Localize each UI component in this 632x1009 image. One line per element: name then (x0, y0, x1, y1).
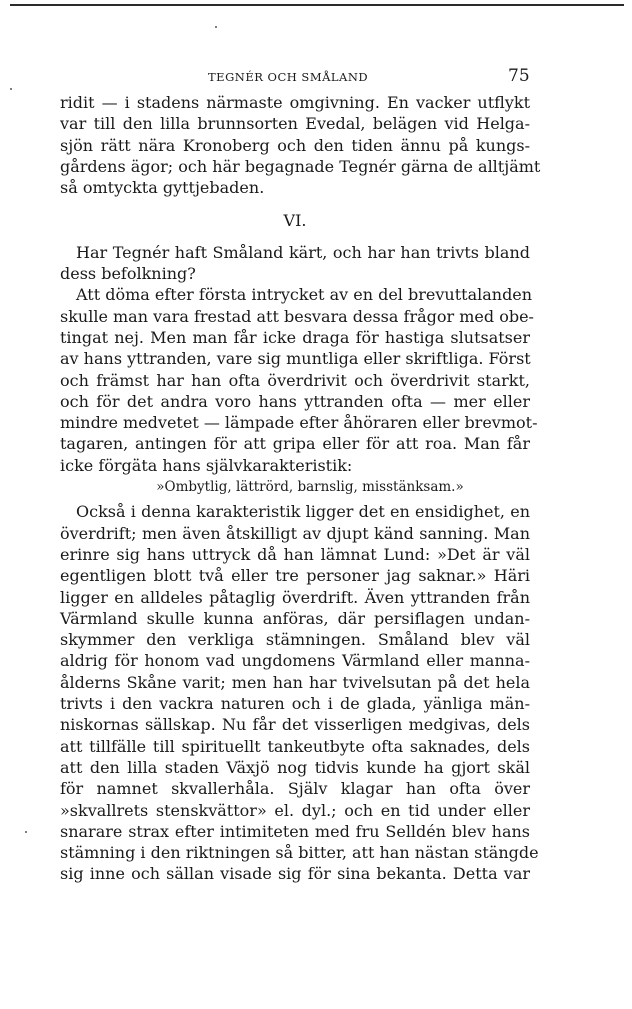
text-line: tingat nej. Men man får icke draga för hastiga slutsatser (60, 327, 530, 347)
text-line: för namnet skvallerhåla. Själv klagar han ofta över (60, 779, 530, 799)
text-line: Att döma efter första intrycket av en del brevuttalanden (76, 285, 533, 305)
text-line: att tillfälle till spirituellt tankeutbyte ofta saknades, dels (60, 736, 530, 756)
text-line: av hans yttranden, vare sig muntliga eller skriftliga. Först (60, 349, 531, 369)
block-quote: »Ombytlig, lättrörd, barnslig, misstänksam.» (156, 479, 464, 496)
text-line: sjön rätt nära Kronoberg och den tiden ännu på kungs- (60, 135, 530, 155)
text-line: stämning i den riktningen så bitter, att han nästan stängde (60, 843, 539, 863)
text-line: egentligen blott två eller tre personer jag saknar.» Häri (60, 566, 530, 586)
text-line: Värmland skulle kunna anföras, där persiflagen undan- (60, 608, 530, 628)
text-line: Har Tegnér haft Småland kärt, och har han trivts bland (76, 242, 530, 262)
text-line: skymmer den verkliga stämningen. Småland blev väl (60, 630, 530, 650)
text-line: mindre medvetet — lämpade efter åhöraren eller brevmot- (60, 413, 538, 433)
text-line: och främst har han ofta överdrivit och överdrivit starkt, (60, 370, 530, 390)
paragraph (60, 92, 541, 198)
paragraph (60, 501, 539, 884)
text-line: gårdens ägor; och här begagnade Tegnér gärna de alltjämt (60, 156, 541, 176)
text-line: tagaren, antingen för att gripa eller för att roa. Man får (60, 434, 530, 454)
text-line: Också i denna karakteristik ligger det en ensidighet, en (76, 502, 530, 522)
paragraph (60, 284, 538, 476)
text-line: snarare strax efter intimiteten med fru Selldén blev hans (60, 821, 530, 841)
text-line: var till den lilla brunnsorten Evedal, belägen vid Helga- (60, 114, 530, 134)
text-line: icke förgäta hans självkarakteristik: (60, 455, 353, 475)
body-text (60, 92, 541, 885)
text-line: överdrift; men även åtskilligt av djupt känd sanning. Man (60, 523, 530, 543)
text-line: ålderns Skåne varit; men han har tvivelsutan på det hela (60, 672, 530, 692)
page-number: 75 (508, 66, 530, 86)
text-line: ridit — i stadens närmaste omgivning. En vacker utflykt (60, 93, 530, 112)
text-line: ligger en alldeles påtaglig överdrift. Även yttranden från (60, 587, 530, 607)
top-edge-rule (10, 4, 624, 6)
section-heading: VI. (283, 211, 307, 231)
paragraph (60, 242, 530, 285)
text-line: erinre sig hans uttryck då han lämnat Lund: »Det är väl (60, 544, 530, 564)
running-title: TEGNÉR OCH SMÅLAND (208, 70, 369, 84)
scan-speck (215, 26, 217, 28)
text-line: niskornas sällskap. Nu får det visserligen medgivas, dels (60, 715, 530, 735)
page-header (0, 66, 632, 90)
text-line: sig inne och sällan visade sig för sina bekanta. Detta var (60, 864, 530, 884)
text-line: trivts i den vackra naturen och i de glada, yänliga män- (60, 694, 530, 714)
scan-speck (25, 831, 27, 833)
text-line: aldrig för honom vad ungdomens Värmland eller manna- (60, 651, 530, 671)
text-line: »skvallrets stenskvättor» el. dyl.; och en tid under eller (60, 800, 530, 820)
text-line: skulle man vara frestad att besvara dessa frågor med obe- (60, 306, 534, 326)
text-line: att den lilla staden Växjö nog tidvis kunde ha gjort skäl (60, 757, 530, 777)
text-line: så omtyckta gyttjebaden. (60, 178, 265, 198)
text-line: och för det andra voro hans yttranden ofta — mer eller (60, 391, 530, 411)
text-line: dess befolkning? (60, 264, 196, 284)
